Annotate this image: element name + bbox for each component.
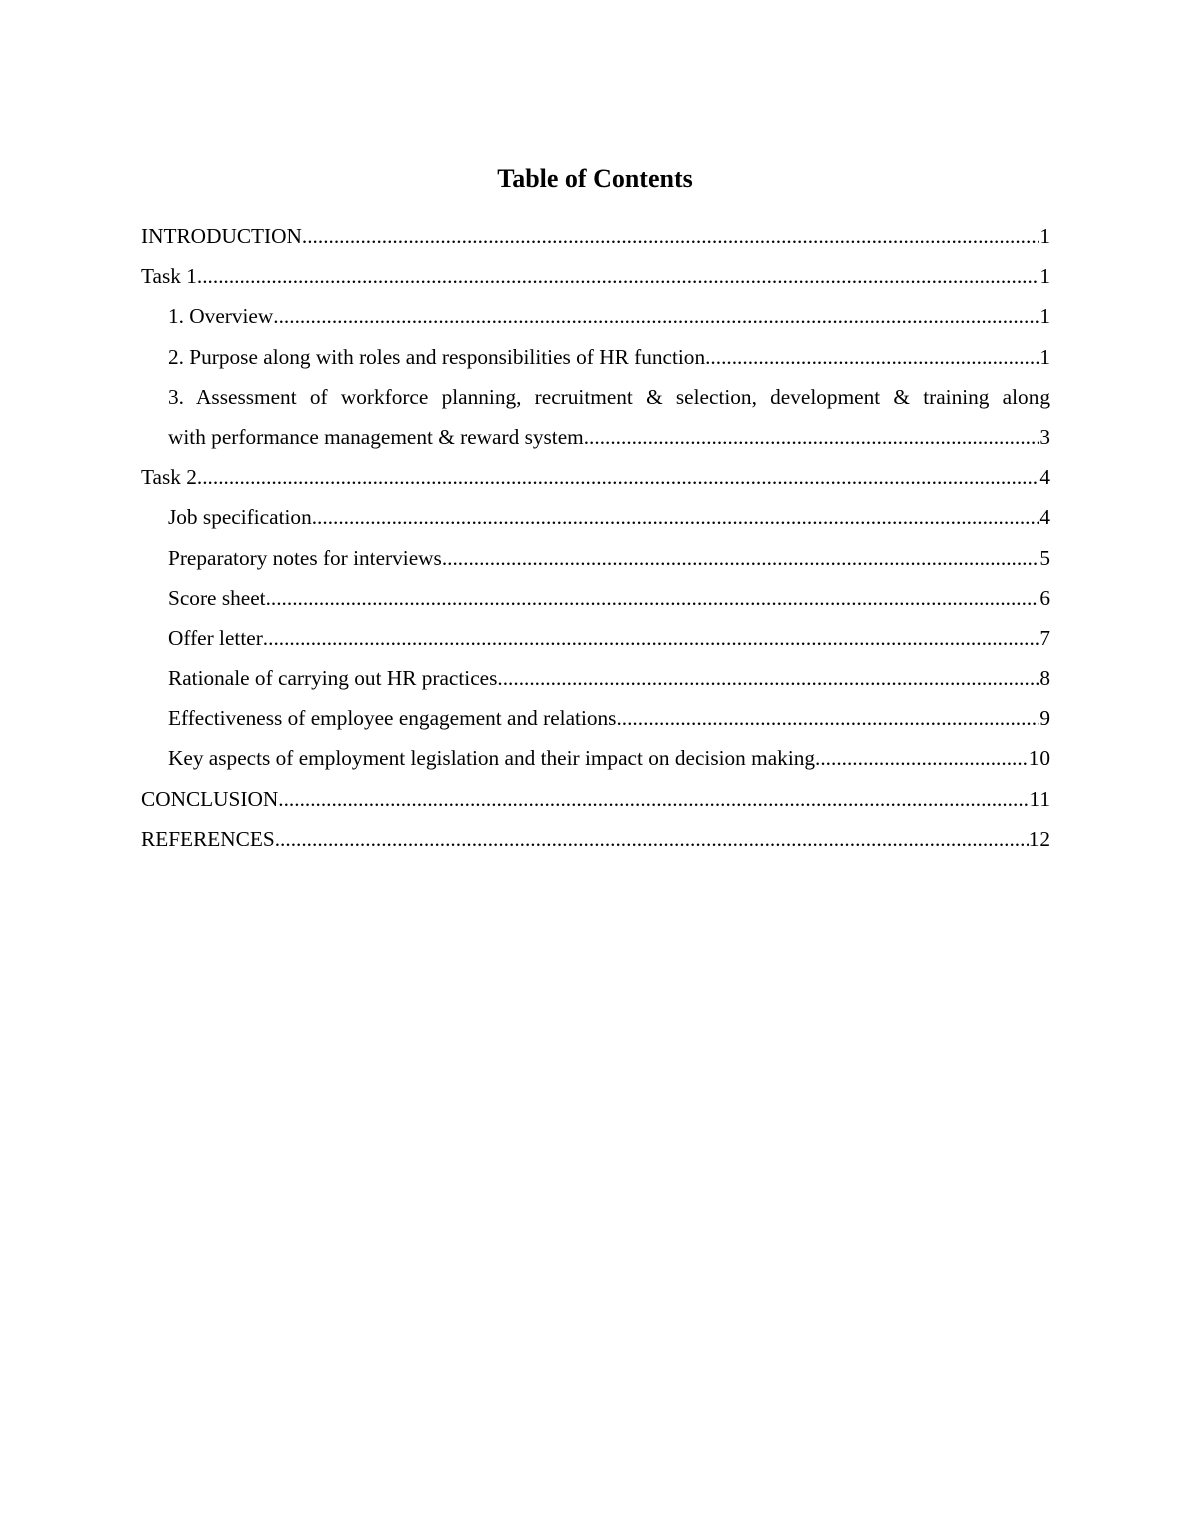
toc-entry-rationale[interactable] xyxy=(141,658,1050,698)
toc-dot-leader xyxy=(497,658,1039,698)
toc-entry-overview[interactable] xyxy=(141,296,1050,336)
toc-page-number: 3 xyxy=(1039,424,1050,449)
toc-page-number: 1 xyxy=(1039,264,1050,289)
toc-entry-task-2[interactable] xyxy=(141,457,1050,497)
toc-page-number: 5 xyxy=(1039,545,1050,570)
toc-page-number: 11 xyxy=(1029,786,1050,811)
toc-entry-label: Task 2 xyxy=(141,465,197,490)
toc-entry-label: Rationale of carrying out HR practices xyxy=(168,666,498,691)
toc-entry-label: Offer letter xyxy=(168,625,263,650)
toc-dot-leader xyxy=(312,497,1040,537)
toc-entry-label: 2. Purpose along with roles and responsibilities of HR function xyxy=(168,344,706,369)
toc-entry-label: Task 1 xyxy=(141,264,197,289)
toc-entry-label: Score sheet xyxy=(168,585,266,610)
toc-dot-leader xyxy=(197,457,1039,497)
toc-dot-leader xyxy=(278,779,1029,819)
toc-dot-leader xyxy=(263,618,1040,658)
toc-entry-references[interactable] xyxy=(141,819,1050,859)
toc-entry-label: Preparatory notes for interviews xyxy=(168,545,442,570)
toc-dot-leader xyxy=(705,337,1039,377)
toc-entry-preparatory-notes[interactable] xyxy=(141,538,1050,578)
toc-entry-label: Job specification xyxy=(168,505,312,530)
toc-page-number: 8 xyxy=(1039,666,1050,691)
toc-entry-label-line-2: with performance management & reward system xyxy=(168,424,584,449)
toc-page-number: 4 xyxy=(1039,505,1050,530)
toc-entry-job-specification[interactable] xyxy=(141,497,1050,537)
toc-entry-label: Effectiveness of employee engagement and relations xyxy=(168,706,617,731)
toc-dot-leader xyxy=(302,216,1039,256)
toc-dot-leader xyxy=(266,578,1040,618)
toc-page-number: 1 xyxy=(1039,344,1050,369)
toc-list xyxy=(141,216,1050,859)
toc-entry-label: CONCLUSION xyxy=(141,786,279,811)
toc-entry-task-1[interactable] xyxy=(141,256,1050,296)
toc-dot-leader xyxy=(815,738,1029,778)
toc-entry-effectiveness[interactable] xyxy=(141,698,1050,738)
toc-page-number: 9 xyxy=(1039,706,1050,731)
toc-title: Table of Contents xyxy=(497,164,693,193)
toc-entry-key-aspects[interactable] xyxy=(141,738,1050,778)
toc-page-number: 1 xyxy=(1039,304,1050,329)
toc-entry-assessment[interactable] xyxy=(141,377,1050,457)
toc-dot-leader xyxy=(275,819,1029,859)
toc-dot-leader xyxy=(584,417,1040,457)
toc-page-number: 1 xyxy=(1039,224,1050,248)
toc-entry-offer-letter[interactable] xyxy=(141,618,1050,658)
toc-entry-purpose-roles[interactable] xyxy=(141,337,1050,377)
toc-page-number: 7 xyxy=(1039,625,1050,650)
toc-entry-label-line-1: 3. Assessment of workforce planning, recruitment & selection, development & training along xyxy=(168,384,1050,409)
toc-dot-leader xyxy=(197,256,1039,296)
toc-entry-score-sheet[interactable] xyxy=(141,578,1050,618)
toc-page-number: 10 xyxy=(1028,746,1050,771)
toc-page-number: 4 xyxy=(1039,465,1050,490)
toc-page-number: 6 xyxy=(1039,585,1050,610)
toc-page-number: 12 xyxy=(1028,826,1050,851)
toc-entry-conclusion[interactable] xyxy=(141,779,1050,819)
toc-entry-label: REFERENCES xyxy=(141,826,275,851)
toc-entry-label: 1. Overview xyxy=(168,304,274,329)
toc-entry-label: Key aspects of employment legislation and their impact on decision making xyxy=(168,746,816,771)
toc-dot-leader xyxy=(442,538,1040,578)
toc-entry-label: INTRODUCTION xyxy=(141,224,302,248)
toc-entry-introduction[interactable] xyxy=(141,216,1050,256)
toc-dot-leader xyxy=(273,296,1039,336)
toc-dot-leader xyxy=(616,698,1039,738)
